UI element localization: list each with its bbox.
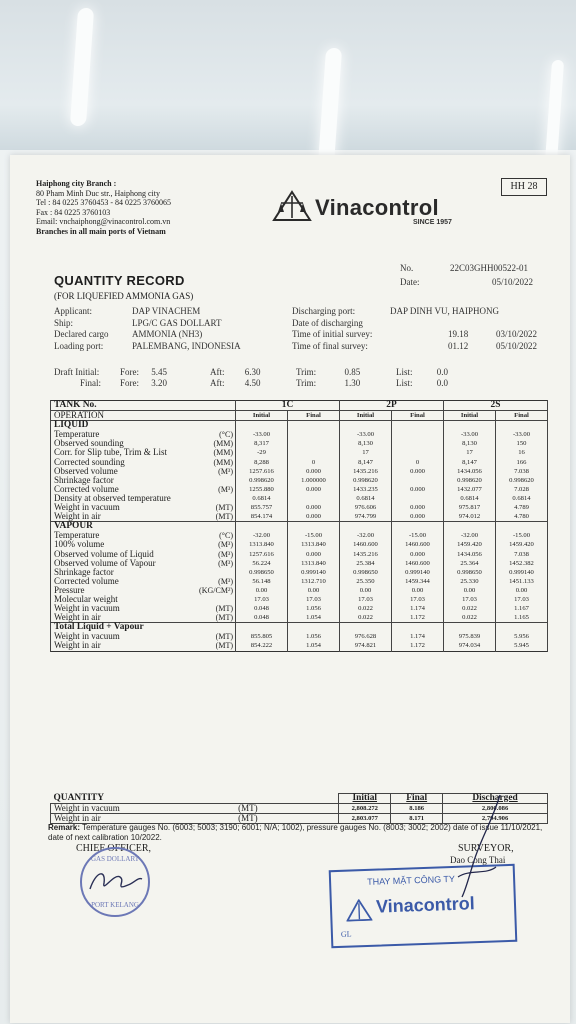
table-cell: 5.945 bbox=[496, 641, 548, 651]
table-cell: 8,147 bbox=[340, 458, 392, 467]
table-cell: 0.998620 bbox=[340, 476, 392, 485]
table-cell: 855.805 bbox=[236, 632, 288, 641]
table-row bbox=[51, 595, 548, 604]
table-cell: 1.054 bbox=[288, 613, 340, 623]
table-cell: 1435.216 bbox=[340, 550, 392, 559]
table-cell: 974.799 bbox=[340, 512, 392, 522]
section-row bbox=[51, 623, 548, 633]
section-label: Total Liquid + Vapour bbox=[51, 623, 236, 633]
table-cell: 1.056 bbox=[288, 632, 340, 641]
row-label: Observed volume bbox=[51, 467, 191, 476]
row-label: Weight in vacuum bbox=[51, 632, 191, 641]
operation-label: OPERATION bbox=[51, 411, 236, 421]
quantity-final-header: Final bbox=[391, 794, 443, 804]
row-unit bbox=[191, 476, 236, 485]
discharging-port-label: Discharging port: bbox=[292, 306, 356, 316]
empty-cell bbox=[288, 522, 340, 532]
document-subtitle: (FOR LIQUEFIED AMMONIA GAS) bbox=[54, 291, 194, 301]
table-cell: -15.00 bbox=[392, 531, 444, 540]
branch-tel: Tel : 84 0225 3760453 - 84 0225 3760065 bbox=[36, 198, 171, 208]
table-cell: 17.03 bbox=[392, 595, 444, 604]
col-final: Final bbox=[392, 411, 444, 421]
branch-fax: Fax : 84 0225 3760103 bbox=[36, 207, 111, 217]
discharging-date-label: Date of discharging bbox=[292, 317, 363, 328]
table-row bbox=[51, 604, 548, 613]
table-cell: 17 bbox=[444, 448, 496, 457]
table-cell: 975.817 bbox=[444, 503, 496, 512]
empty-cell bbox=[444, 522, 496, 532]
row-label: Weight in air bbox=[51, 512, 191, 522]
empty-cell bbox=[340, 421, 392, 431]
final-survey-label: Time of final survey: bbox=[292, 340, 368, 351]
table-cell: 0.000 bbox=[392, 467, 444, 476]
operation-row bbox=[51, 411, 548, 421]
table-cell: 0.999140 bbox=[392, 568, 444, 577]
row-label: Observed volume of Vapour bbox=[51, 559, 191, 568]
table-cell: 0.998650 bbox=[236, 568, 288, 577]
table-cell: 1451.133 bbox=[496, 577, 548, 586]
row-label: Corrected volume bbox=[51, 485, 191, 494]
table-row bbox=[51, 512, 548, 522]
table-cell: 1257.616 bbox=[236, 550, 288, 559]
table-cell: 56.224 bbox=[236, 559, 288, 568]
row-label: Corr. for Slip tube, Trim & List bbox=[51, 448, 191, 457]
row-label: Observed volume of Liquid bbox=[51, 550, 191, 559]
table-cell bbox=[392, 476, 444, 485]
table-cell: 0.022 bbox=[444, 613, 496, 623]
row-unit: (MT) bbox=[215, 503, 233, 513]
table-cell: 1.174 bbox=[392, 632, 444, 641]
table-cell: 1434.056 bbox=[444, 550, 496, 559]
row-unit: (MT) bbox=[215, 632, 233, 642]
table-cell: 1.054 bbox=[288, 641, 340, 651]
table-cell: 7.038 bbox=[496, 550, 548, 559]
draft-list: List: 0.0 List: 0.0 bbox=[396, 367, 449, 388]
row-unit: (M³) bbox=[218, 466, 233, 476]
row-label: Observed sounding bbox=[51, 439, 191, 448]
table-cell: 0.00 bbox=[496, 586, 548, 595]
table-cell bbox=[288, 430, 340, 439]
row-unit: (M³) bbox=[218, 484, 233, 494]
table-cell: 0.6814 bbox=[444, 494, 496, 503]
row-unit: (°C) bbox=[219, 430, 233, 440]
vinacontrol-logo-icon bbox=[272, 190, 312, 222]
row-label: Molecular weight bbox=[51, 595, 191, 604]
tank-1c: 1C bbox=[236, 401, 340, 411]
row-unit: (M³) bbox=[218, 558, 233, 568]
info-cargo: Declared cargo bbox=[54, 329, 109, 339]
table-cell: 976.606 bbox=[340, 503, 392, 512]
table-cell: 0.022 bbox=[340, 604, 392, 613]
table-cell: 1460.600 bbox=[392, 540, 444, 549]
table-cell: 975.839 bbox=[444, 632, 496, 641]
section-label: LIQUID bbox=[51, 421, 236, 431]
row-unit: (M³) bbox=[218, 549, 233, 559]
table-row bbox=[51, 494, 548, 503]
document-title: QUANTITY RECORD bbox=[54, 273, 185, 288]
table-cell: 974.821 bbox=[340, 641, 392, 651]
table-cell: 1.165 bbox=[496, 613, 548, 623]
table-row bbox=[51, 467, 548, 476]
table-cell: 17.03 bbox=[288, 595, 340, 604]
empty-cell bbox=[496, 522, 548, 532]
table-cell: 8,130 bbox=[444, 439, 496, 448]
table-cell: 0.000 bbox=[392, 485, 444, 494]
branches-note: Branches in all main ports of Vietnam bbox=[36, 226, 166, 236]
table-cell: 0.000 bbox=[288, 503, 340, 512]
table-cell: 0.000 bbox=[288, 467, 340, 476]
row-unit: (MT) bbox=[215, 604, 233, 614]
empty-cell bbox=[392, 522, 444, 532]
table-cell: -29 bbox=[236, 448, 288, 457]
empty-cell bbox=[496, 623, 548, 633]
logo-name: Vinacontrol bbox=[315, 195, 439, 220]
row-unit: (MM) bbox=[213, 448, 233, 458]
row-label: Temperature bbox=[51, 531, 191, 540]
table-cell: 8,147 bbox=[444, 458, 496, 467]
row-unit: (M³) bbox=[218, 540, 233, 550]
section-row bbox=[51, 421, 548, 431]
table-cell: 0.000 bbox=[392, 550, 444, 559]
table-cell: 150 bbox=[496, 439, 548, 448]
table-cell: 25.330 bbox=[444, 577, 496, 586]
col-final: Final bbox=[288, 411, 340, 421]
row-label: Shrinkage factor bbox=[51, 568, 191, 577]
row-label: Corrected sounding bbox=[51, 458, 191, 467]
table-cell: 1460.600 bbox=[340, 540, 392, 549]
table-cell: 0.00 bbox=[444, 586, 496, 595]
tank-table bbox=[50, 400, 548, 652]
table-cell bbox=[392, 448, 444, 457]
table-cell: 8,317 bbox=[236, 439, 288, 448]
table-cell: 0.998650 bbox=[444, 568, 496, 577]
empty-cell bbox=[496, 421, 548, 431]
table-cell: 25.364 bbox=[444, 559, 496, 568]
left-info-values bbox=[132, 306, 241, 352]
table-cell: 4.780 bbox=[496, 512, 548, 522]
tank-no-label: TANK No. bbox=[51, 401, 236, 411]
row-unit bbox=[191, 494, 236, 503]
surveyor-name: Dao Cong Thai bbox=[450, 855, 506, 865]
table-cell: -32.00 bbox=[444, 531, 496, 540]
signature-icon bbox=[84, 863, 146, 903]
table-cell: 0.00 bbox=[236, 586, 288, 595]
row-unit: (MT) bbox=[215, 613, 233, 623]
table-cell: 1432.077 bbox=[444, 485, 496, 494]
table-cell: 8,288 bbox=[236, 458, 288, 467]
table-cell: 0.6814 bbox=[340, 494, 392, 503]
table-cell: 1459.420 bbox=[496, 540, 548, 549]
table-cell: 0.998620 bbox=[444, 476, 496, 485]
table-cell: 1460.600 bbox=[392, 559, 444, 568]
table-cell: 16 bbox=[496, 448, 548, 457]
row-label: 100% volume bbox=[51, 540, 191, 549]
table-cell: 0.048 bbox=[236, 604, 288, 613]
quantity-row-vacuum: Weight in vacuum (MT) 2,808.272 8.186 2,800.086 bbox=[51, 804, 548, 814]
table-cell: 0.000 bbox=[288, 512, 340, 522]
table-cell: 1.000000 bbox=[288, 476, 340, 485]
col-initial: Initial bbox=[236, 411, 288, 421]
surveyor-label: SURVEYOR, bbox=[458, 843, 514, 854]
draft-aft: Aft: 6.30 Aft: 4.50 bbox=[210, 367, 261, 388]
col-final: Final bbox=[496, 411, 548, 421]
table-cell: 974.012 bbox=[444, 512, 496, 522]
table-cell: 1459.344 bbox=[392, 577, 444, 586]
row-unit: (KG/CM²) bbox=[199, 585, 233, 595]
row-label: Density at observed temperature bbox=[51, 494, 191, 503]
table-cell: 1255.880 bbox=[236, 485, 288, 494]
draft-block: Draft Initial: Final: bbox=[54, 367, 102, 388]
tank-header-row bbox=[51, 401, 548, 411]
table-cell: 0.6814 bbox=[236, 494, 288, 503]
table-cell: 0.998650 bbox=[340, 568, 392, 577]
table-cell: 0.998620 bbox=[236, 476, 288, 485]
empty-cell bbox=[444, 623, 496, 633]
table-cell: 0.000 bbox=[392, 503, 444, 512]
table-cell bbox=[392, 430, 444, 439]
tank-2p: 2P bbox=[340, 401, 444, 411]
empty-cell bbox=[288, 421, 340, 431]
table-cell: 1313.840 bbox=[288, 540, 340, 549]
table-cell: 1.172 bbox=[392, 641, 444, 651]
quantity-row-air: Weight in air (MT) 2,803.077 8.171 2,794.906 bbox=[51, 814, 548, 824]
table-cell: 0.022 bbox=[340, 613, 392, 623]
table-cell: 1313.840 bbox=[236, 540, 288, 549]
table-cell: -15.00 bbox=[288, 531, 340, 540]
row-label: Weight in vacuum bbox=[51, 604, 191, 613]
table-cell: 7.038 bbox=[496, 467, 548, 476]
empty-cell bbox=[288, 623, 340, 633]
table-cell: 1257.616 bbox=[236, 467, 288, 476]
table-cell: 0.998620 bbox=[496, 476, 548, 485]
empty-cell bbox=[340, 522, 392, 532]
row-unit: (MM) bbox=[213, 439, 233, 449]
table-cell bbox=[392, 494, 444, 503]
cargo-value: AMMONIA (NH3) bbox=[132, 329, 203, 339]
survey-dates: 03/10/2022 05/10/2022 bbox=[496, 329, 538, 351]
table-cell: 25.384 bbox=[340, 559, 392, 568]
row-unit: (MM) bbox=[213, 457, 233, 467]
ship-value: LPG/C GAS DOLLART bbox=[132, 317, 222, 328]
table-cell: 1312.710 bbox=[288, 577, 340, 586]
table-cell: 1.056 bbox=[288, 604, 340, 613]
table-cell: 17.03 bbox=[236, 595, 288, 604]
quantity-initial-header: Initial bbox=[339, 794, 391, 804]
table-cell: 0.022 bbox=[444, 604, 496, 613]
table-cell: 5.956 bbox=[496, 632, 548, 641]
table-row bbox=[51, 559, 548, 568]
branch-address: 80 Pham Minh Duc str., Haiphong city bbox=[36, 188, 160, 198]
loading-port-value: PALEMBANG, INDONESIA bbox=[132, 340, 241, 351]
right-info bbox=[292, 306, 372, 352]
ship-seal: GAS DOLLART PORT KELANG bbox=[80, 847, 150, 917]
row-unit: (M³) bbox=[218, 576, 233, 586]
branch-name: Haiphong city Branch : bbox=[36, 179, 117, 188]
empty-cell bbox=[392, 623, 444, 633]
info-applicant: Applicant: bbox=[54, 306, 92, 316]
table-row bbox=[51, 531, 548, 540]
table-cell: 0 bbox=[392, 458, 444, 467]
table-cell: -15.00 bbox=[496, 531, 548, 540]
table-cell: 0.00 bbox=[288, 586, 340, 595]
doc-no: 22C03GHH00522-01 bbox=[450, 263, 528, 273]
table-cell: 1459.420 bbox=[444, 540, 496, 549]
section-row bbox=[51, 522, 548, 532]
doc-no-label: No. bbox=[400, 263, 414, 273]
table-cell: 17 bbox=[340, 448, 392, 457]
table-cell: 0.000 bbox=[288, 485, 340, 494]
table-row bbox=[51, 586, 548, 595]
table-cell: 8,130 bbox=[340, 439, 392, 448]
table-cell: 7.028 bbox=[496, 485, 548, 494]
empty-cell bbox=[236, 522, 288, 532]
draft-fore: Fore: 5.45 Fore: 3.20 bbox=[120, 367, 167, 388]
section-label: VAPOUR bbox=[51, 522, 236, 532]
table-cell bbox=[392, 439, 444, 448]
table-cell: 1434.056 bbox=[444, 467, 496, 476]
table-cell: -32.00 bbox=[340, 531, 392, 540]
document-page bbox=[10, 155, 570, 1023]
empty-cell bbox=[236, 623, 288, 633]
table-row bbox=[51, 641, 548, 651]
table-cell: -32.00 bbox=[236, 531, 288, 540]
table-cell: -33.00 bbox=[236, 430, 288, 439]
logo-since: SINCE 1957 bbox=[413, 219, 452, 226]
table-cell: 0.00 bbox=[340, 586, 392, 595]
table-cell: 0.00 bbox=[392, 586, 444, 595]
draft-trim: Trim: 0.85 Trim: 1.30 bbox=[296, 367, 361, 388]
table-row bbox=[51, 458, 548, 467]
table-cell: 166 bbox=[496, 458, 548, 467]
table-cell: 974.034 bbox=[444, 641, 496, 651]
table-row bbox=[51, 568, 548, 577]
table-cell: 17.03 bbox=[496, 595, 548, 604]
table-row bbox=[51, 503, 548, 512]
tank-2s: 2S bbox=[444, 401, 548, 411]
stamp-logo-icon bbox=[346, 899, 373, 922]
row-unit: (°C) bbox=[219, 531, 233, 541]
table-cell: 56.148 bbox=[236, 577, 288, 586]
table-cell: 854.174 bbox=[236, 512, 288, 522]
left-info bbox=[54, 306, 109, 352]
table-row bbox=[51, 476, 548, 485]
remark: Remark: Temperature gauges No. (6003; 5003; 3190; 6001; N/A; 1002), pressure gauges No. (8003; 3002; 2002) date of issue 11/10/2021, date of next calibration 10/2022. bbox=[48, 823, 543, 842]
table-cell: 1435.216 bbox=[340, 467, 392, 476]
surveyor-signature-icon bbox=[440, 791, 520, 901]
quantity-title: QUANTITY bbox=[53, 792, 105, 803]
table-cell bbox=[288, 439, 340, 448]
table-cell: -33.00 bbox=[496, 430, 548, 439]
doc-date: 05/10/2022 bbox=[492, 277, 534, 287]
table-cell: 17.03 bbox=[340, 595, 392, 604]
initial-survey-label: Time of initial survey: bbox=[292, 329, 373, 339]
table-cell bbox=[288, 448, 340, 457]
chief-officer-label: CHIEF OFFICER, bbox=[76, 843, 152, 854]
row-unit: (MT) bbox=[215, 512, 233, 522]
table-cell: 1433.235 bbox=[340, 485, 392, 494]
info-ship: Ship: bbox=[54, 317, 74, 328]
table-cell: 0.999140 bbox=[496, 568, 548, 577]
form-code: HH 28 bbox=[501, 178, 547, 196]
table-cell: 0.000 bbox=[288, 550, 340, 559]
table-cell: 17.03 bbox=[444, 595, 496, 604]
table-cell bbox=[288, 494, 340, 503]
table-cell: 1.167 bbox=[496, 604, 548, 613]
row-label: Corrected volume bbox=[51, 577, 191, 586]
table-cell: -33.00 bbox=[340, 430, 392, 439]
row-label: Weight in air bbox=[51, 613, 191, 623]
table-row bbox=[51, 577, 548, 586]
table-cell: 976.628 bbox=[340, 632, 392, 641]
row-label: Pressure bbox=[51, 586, 191, 595]
empty-cell bbox=[444, 421, 496, 431]
table-row bbox=[51, 448, 548, 457]
table-cell: 0.048 bbox=[236, 613, 288, 623]
row-label: Weight in air bbox=[51, 641, 191, 651]
table-cell: 4.789 bbox=[496, 503, 548, 512]
row-unit bbox=[191, 568, 236, 577]
table-cell: 1.172 bbox=[392, 613, 444, 623]
col-initial: Initial bbox=[340, 411, 392, 421]
table-cell: 25.350 bbox=[340, 577, 392, 586]
row-unit bbox=[191, 595, 236, 604]
empty-cell bbox=[340, 623, 392, 633]
table-row bbox=[51, 430, 548, 439]
discharging-port-value: DAP DINH VU, HAIPHONG bbox=[390, 306, 500, 316]
row-unit: (MT) bbox=[215, 641, 233, 651]
quantity-discharged-header: Discharged bbox=[443, 794, 548, 804]
table-cell: 0.999140 bbox=[288, 568, 340, 577]
info-loading-port: Loading port: bbox=[54, 340, 104, 351]
table-cell: -33.00 bbox=[444, 430, 496, 439]
applicant-value: DAP VINACHEM bbox=[132, 306, 201, 316]
table-cell: 1313.840 bbox=[288, 559, 340, 568]
table-cell: 855.757 bbox=[236, 503, 288, 512]
doc-date-label: Date: bbox=[400, 277, 420, 287]
table-cell: 854.222 bbox=[236, 641, 288, 651]
col-initial: Initial bbox=[444, 411, 496, 421]
table-cell: 0.6814 bbox=[496, 494, 548, 503]
table-cell: 0.000 bbox=[392, 512, 444, 522]
empty-cell bbox=[392, 421, 444, 431]
branch-info bbox=[36, 179, 171, 237]
table-row bbox=[51, 632, 548, 641]
row-label: Weight in vacuum bbox=[51, 503, 191, 512]
empty-cell bbox=[236, 421, 288, 431]
table-cell: 0 bbox=[288, 458, 340, 467]
table-cell: 1.174 bbox=[392, 604, 444, 613]
row-label: Shrinkage factor bbox=[51, 476, 191, 485]
survey-times: 19.18 01.12 bbox=[448, 329, 469, 351]
company-stamp: THAY MẶT CÔNG TY Vinacontrol GL bbox=[329, 864, 518, 948]
branch-email: Email: vnchaiphong@vinacontrol.com.vn bbox=[36, 217, 171, 227]
row-label: Temperature bbox=[51, 430, 191, 439]
table-cell: 1452.382 bbox=[496, 559, 548, 568]
